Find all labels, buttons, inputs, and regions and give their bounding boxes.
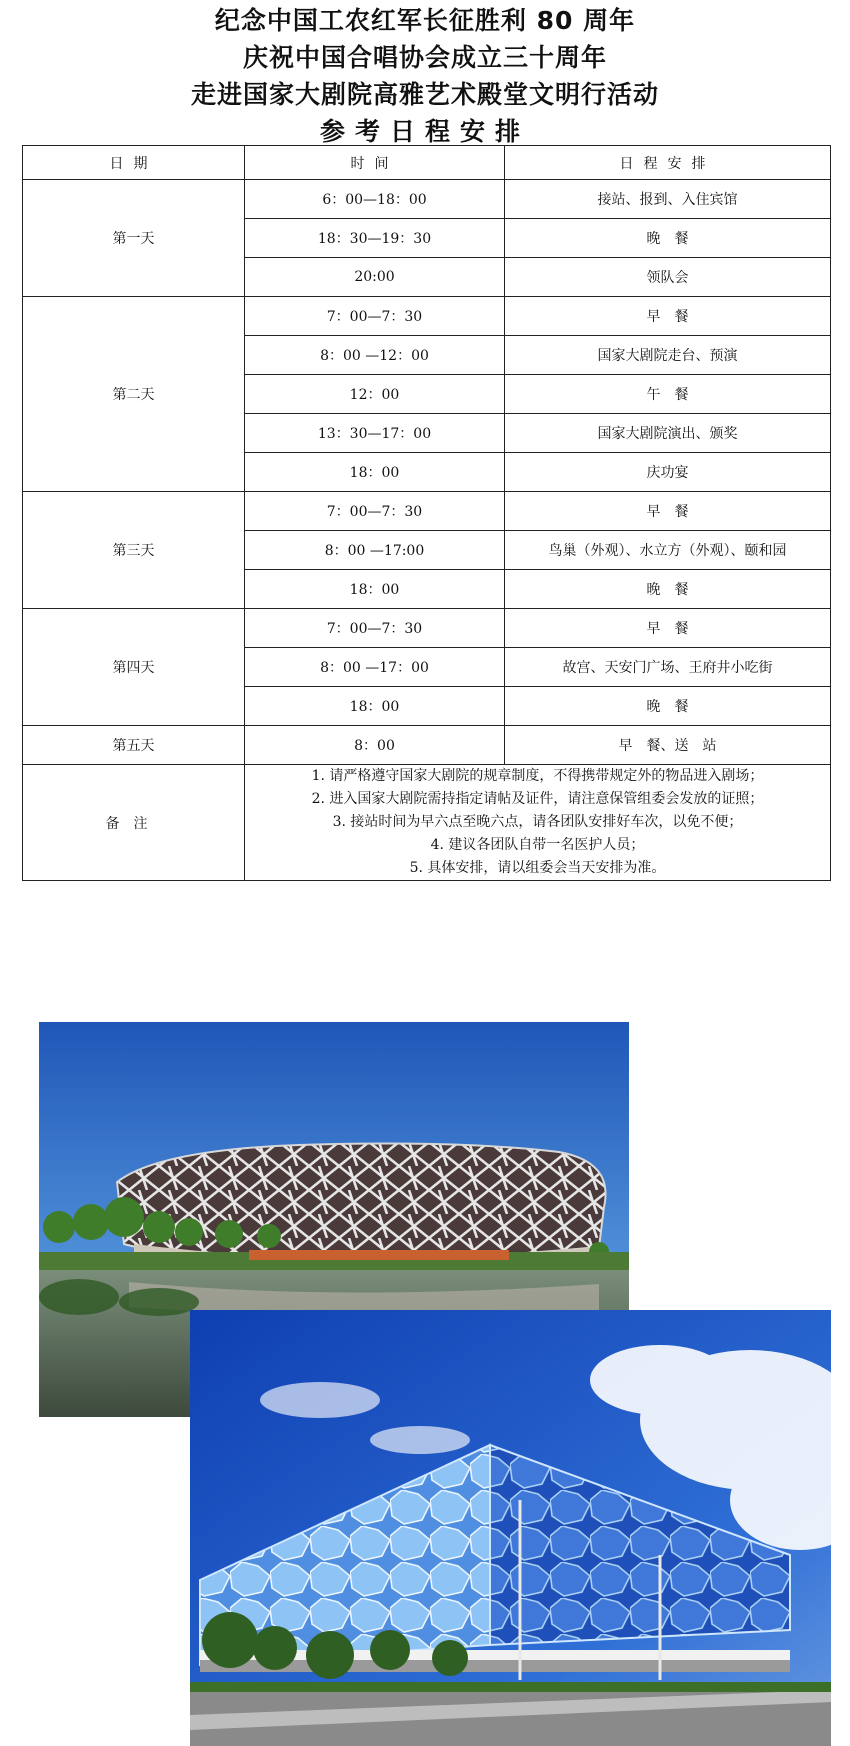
activity-cell: 鸟巢（外观）、水立方（外观）、颐和园	[505, 531, 831, 570]
table-row	[23, 609, 831, 648]
header-line-1: 纪念中国工农红军长征胜利 80 周年	[214, 6, 636, 35]
activity-cell: 早 餐	[505, 297, 831, 336]
time-cell: 13：30—17：00	[245, 414, 505, 453]
notes-cell	[245, 765, 831, 881]
notes-row	[23, 765, 831, 881]
activity-cell: 午 餐	[505, 375, 831, 414]
notes-list	[245, 765, 830, 880]
time-cell: 7：00—7：30	[245, 609, 505, 648]
table-row	[23, 297, 831, 336]
header-schedule: 日程安排	[505, 146, 831, 180]
activity-cell: 接站、报到、入住宾馆	[505, 180, 831, 219]
time-cell: 8：00	[245, 726, 505, 765]
time-cell: 7：00—7：30	[245, 297, 505, 336]
note-item: 2. 进入国家大剧院需持指定请帖及证件，请注意保管组委会发放的证照；	[311, 791, 764, 807]
time-cell: 18：00	[245, 687, 505, 726]
header-line-3: 走进国家大剧院高雅艺术殿堂文明行活动	[190, 80, 659, 109]
note-item: 1. 请严格遵守国家大剧院的规章制度，不得携带规定外的物品进入剧场；	[311, 768, 764, 784]
time-cell: 8：00 —17:00	[245, 531, 505, 570]
time-cell: 18：00	[245, 453, 505, 492]
notes-label: 备注	[23, 765, 245, 881]
time-cell: 8：00 —17：00	[245, 648, 505, 687]
activity-cell: 领队会	[505, 258, 831, 297]
header-line-4: 参考日程安排	[319, 117, 530, 146]
activity-cell: 庆功宴	[505, 453, 831, 492]
activity-cell: 早 餐	[505, 609, 831, 648]
table-header-row	[23, 146, 831, 180]
activity-cell: 晚 餐	[505, 570, 831, 609]
activity-cell: 晚 餐	[505, 219, 831, 258]
time-cell: 18：00	[245, 570, 505, 609]
activity-cell: 早 餐、送 站	[505, 726, 831, 765]
day-label: 第一天	[23, 180, 245, 297]
water-cube-illustration	[190, 1310, 831, 1746]
time-cell: 8：00 —12：00	[245, 336, 505, 375]
note-item: 5. 具体安排，请以组委会当天安排为准。	[409, 860, 666, 876]
time-cell: 20:00	[245, 258, 505, 297]
day-label: 第五天	[23, 726, 245, 765]
activity-cell: 故宫、天安门广场、王府井小吃街	[505, 648, 831, 687]
header-date: 日期	[23, 146, 245, 180]
activity-cell: 晚 餐	[505, 687, 831, 726]
activity-cell: 国家大剧院走台、预演	[505, 336, 831, 375]
schedule-table	[22, 145, 831, 881]
table-row	[23, 180, 831, 219]
day-label: 第四天	[23, 609, 245, 726]
day-label: 第三天	[23, 492, 245, 609]
time-cell: 7：00—7：30	[245, 492, 505, 531]
table-row	[23, 726, 831, 765]
time-cell: 6：00—18：00	[245, 180, 505, 219]
activity-cell: 国家大剧院演出、颁奖	[505, 414, 831, 453]
day-label: 第二天	[23, 297, 245, 492]
header-time: 时间	[245, 146, 505, 180]
header-line-2: 庆祝中国合唱协会成立三十周年	[242, 43, 607, 72]
note-item: 3. 接站时间为早六点至晚六点，请各团队安排好车次，以免不便；	[332, 814, 743, 830]
time-cell: 12：00	[245, 375, 505, 414]
document-header	[0, 2, 850, 150]
time-cell: 18：30—19：30	[245, 219, 505, 258]
activity-cell: 早 餐	[505, 492, 831, 531]
water-cube-photo	[190, 1310, 831, 1746]
note-item: 4. 建议各团队自带一名医护人员；	[430, 837, 645, 853]
table-row	[23, 492, 831, 531]
